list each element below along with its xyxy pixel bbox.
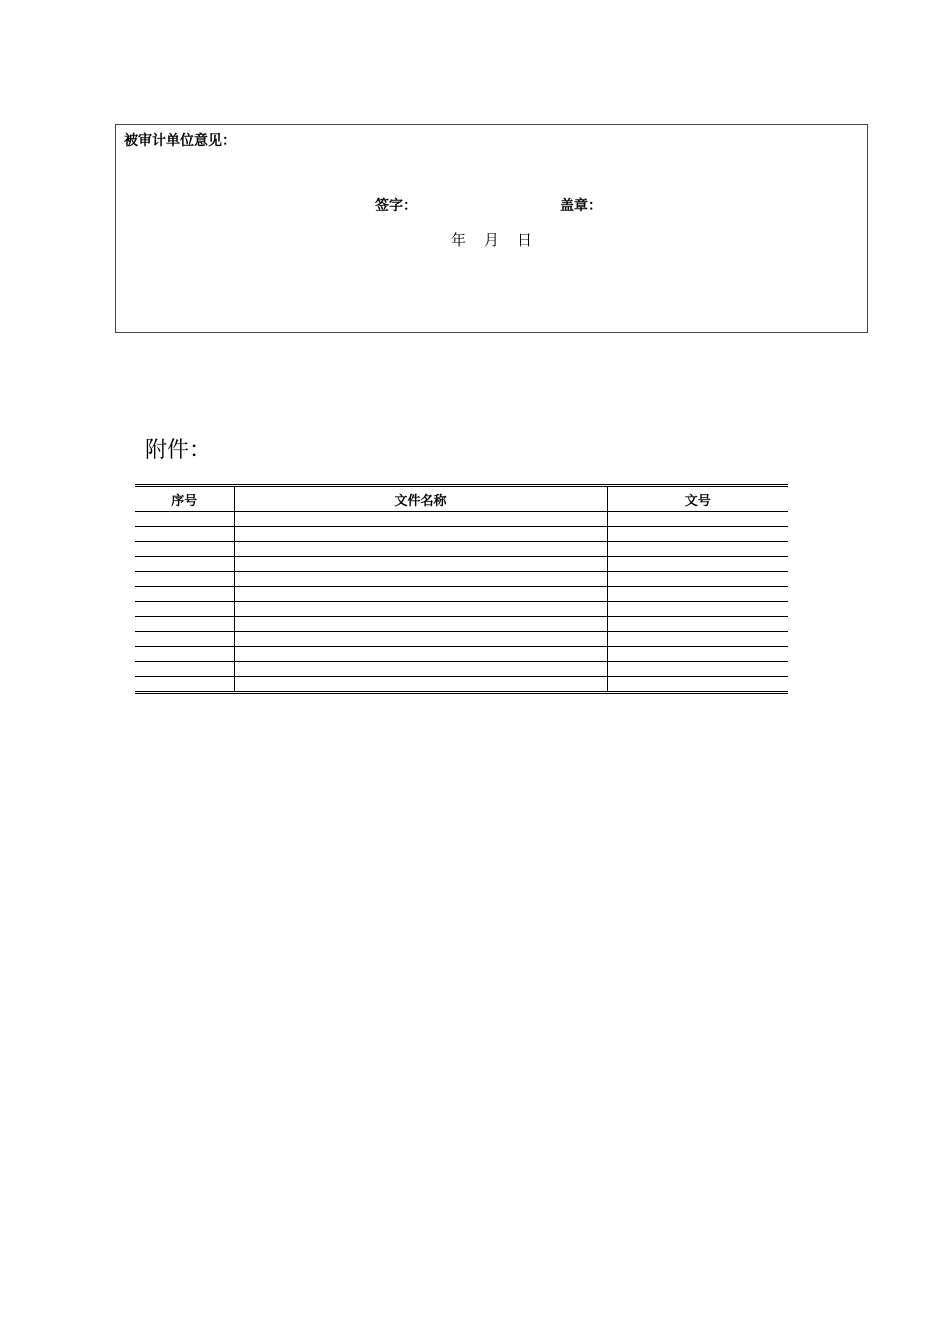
cell-doc-number[interactable] [607, 557, 788, 572]
opinion-title: 被审计单位意见： [124, 133, 236, 149]
cell-doc-number[interactable] [607, 602, 788, 617]
cell-index[interactable] [135, 602, 234, 617]
seal-label: 盖章： [560, 198, 602, 214]
signature-label: 签字： [375, 198, 417, 214]
table-row [135, 617, 788, 632]
cell-index[interactable] [135, 587, 234, 602]
cell-doc-number[interactable] [607, 572, 788, 587]
cell-doc-number[interactable] [607, 662, 788, 677]
cell-doc-number[interactable] [607, 542, 788, 557]
table-header-row [135, 486, 788, 512]
cell-filename[interactable] [234, 527, 607, 542]
cell-filename[interactable] [234, 542, 607, 557]
cell-doc-number[interactable] [607, 647, 788, 662]
table-row [135, 632, 788, 647]
table-row [135, 647, 788, 662]
table-row [135, 602, 788, 617]
cell-doc-number[interactable] [607, 677, 788, 693]
cell-filename[interactable] [234, 587, 607, 602]
cell-filename[interactable] [234, 677, 607, 693]
date-day: 日 [517, 231, 533, 249]
table-row [135, 527, 788, 542]
cell-doc-number[interactable] [607, 527, 788, 542]
cell-doc-number[interactable] [607, 617, 788, 632]
cell-index[interactable] [135, 512, 234, 527]
cell-filename[interactable] [234, 512, 607, 527]
date-year: 年 [451, 231, 467, 249]
cell-index[interactable] [135, 677, 234, 693]
cell-doc-number[interactable] [607, 632, 788, 647]
date-row [451, 229, 532, 250]
cell-filename[interactable] [234, 602, 607, 617]
cell-index[interactable] [135, 557, 234, 572]
column-header-doc-number: 文号 [607, 486, 788, 512]
cell-index[interactable] [135, 527, 234, 542]
cell-filename[interactable] [234, 632, 607, 647]
cell-index[interactable] [135, 662, 234, 677]
cell-filename[interactable] [234, 572, 607, 587]
table-row [135, 572, 788, 587]
table-row [135, 557, 788, 572]
cell-index[interactable] [135, 617, 234, 632]
cell-index[interactable] [135, 542, 234, 557]
cell-filename[interactable] [234, 662, 607, 677]
cell-filename[interactable] [234, 557, 607, 572]
table-row [135, 662, 788, 677]
audited-unit-opinion-box [115, 124, 868, 333]
cell-filename[interactable] [234, 617, 607, 632]
column-header-index: 序号 [135, 486, 234, 512]
cell-index[interactable] [135, 572, 234, 587]
cell-index[interactable] [135, 647, 234, 662]
attachments-title: 附件： [145, 438, 212, 463]
table-row [135, 587, 788, 602]
attachments-table-body [135, 512, 788, 693]
date-month: 月 [484, 231, 500, 249]
table-row [135, 542, 788, 557]
table-row [135, 512, 788, 527]
attachments-table [135, 484, 788, 694]
cell-doc-number[interactable] [607, 512, 788, 527]
table-row [135, 677, 788, 693]
cell-index[interactable] [135, 632, 234, 647]
cell-doc-number[interactable] [607, 587, 788, 602]
column-header-filename: 文件名称 [234, 486, 607, 512]
cell-filename[interactable] [234, 647, 607, 662]
